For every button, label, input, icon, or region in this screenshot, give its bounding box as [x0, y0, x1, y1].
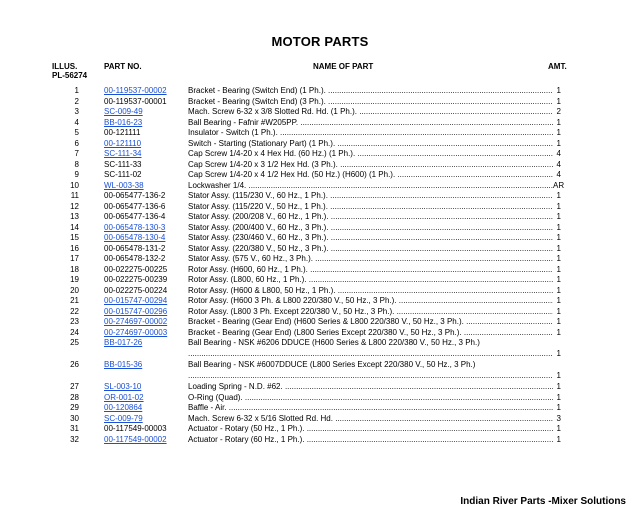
illus-number: 10 [70, 180, 79, 190]
part-amount: 3 [553, 414, 561, 425]
part-number: 00-065477-136-2 [104, 191, 166, 200]
part-amount: 1 [553, 202, 561, 213]
part-description: Stator Assy. (115/230 V., 60 Hz., 1 Ph.). ..... [188, 191, 560, 202]
table-row [0, 424, 640, 435]
table-row [0, 202, 640, 213]
dot-leader [188, 349, 560, 360]
part-number: SC-111-33 [104, 159, 142, 169]
illus-number: 8 [74, 159, 79, 169]
table-row [0, 317, 640, 328]
part-number-link[interactable]: 00-065478-130-4 [104, 233, 166, 242]
illus-number: 16 [70, 243, 79, 253]
table-row [0, 223, 640, 234]
table-row [0, 275, 640, 286]
part-description: Rotor Assy. (H600, 60 Hz., 1 Ph.). ..... [188, 265, 560, 276]
part-number: 00-065477-136-6 [104, 201, 166, 211]
pl-number-label: PL-56274 [52, 71, 88, 80]
part-amount: AR [553, 180, 565, 190]
part-description: Stator Assy. (115/220 V., 50 Hz., 1 Ph.). ..... [188, 202, 560, 213]
part-number-link[interactable]: 00-015747-00294 [104, 296, 168, 305]
table-row [0, 181, 640, 192]
part-amount: 1 [553, 349, 561, 360]
part-amount: 1 [553, 435, 561, 446]
part-amount: 1 [553, 286, 561, 297]
part-description: Switch - Starting (Stationary Part) (1 Ph.). ..... [188, 139, 560, 150]
part-description: Rotor Assy. (H600 3 Ph. & L800 220/380 V., 50 Hz., 3 Ph.). ..... [188, 296, 560, 307]
part-description: Ball Bearing - NSK #6007DDUCE (L800 Series Except 220/380 V., 50 Hz., 3 Ph.) [188, 360, 476, 369]
part-description: Lockwasher 1/4. ..... [188, 181, 560, 192]
part-number: SC-111-02 [104, 170, 142, 179]
part-amount: 1 [553, 296, 561, 307]
part-number-link[interactable]: 00-120864 [104, 403, 143, 412]
illus-number: 22 [70, 306, 79, 316]
table-row [0, 212, 640, 223]
part-amount: 1 [553, 128, 561, 139]
part-description: Ball Bearing - Fafnir #W205PP. ..... [188, 118, 560, 129]
part-description: Bracket - Bearing (Switch End) (3 Ph.). ..... [188, 97, 560, 108]
table-row [0, 393, 640, 404]
part-description: O-Ring (Quad). ..... [188, 393, 560, 404]
part-description: Rotor Assy. (L800, 60 Hz., 1 Ph.). ..... [188, 275, 560, 286]
part-amount: 1 [553, 275, 561, 286]
part-amount: 1 [553, 393, 561, 404]
part-description: Mach. Screw 6-32 x 3/8 Slotted Rd. Hd. (1 Ph.). ..... [188, 107, 560, 118]
illus-number: 7 [74, 149, 79, 158]
table-row [0, 382, 640, 393]
part-amount: 1 [553, 265, 561, 276]
part-number-link[interactable]: 00-015747-00296 [104, 306, 168, 316]
illus-number: 2 [74, 96, 79, 106]
page-title: MOTOR PARTS [271, 34, 369, 49]
footer-brand: Indian River Parts -Mixer Solutions [460, 496, 626, 507]
part-description: Ball Bearing - NSK #6206 DDUCE (H600 Series & L800 220/380 V., 50 Hz., 3 Ph.) [188, 338, 480, 347]
part-description: Stator Assy. (575 V., 60 Hz., 3 Ph.). ..... [188, 254, 560, 265]
illus-number: 23 [70, 317, 79, 326]
part-number-link[interactable]: SC-009-49 [104, 107, 143, 116]
part-number: 00-121111 [104, 128, 141, 137]
part-number-link[interactable]: 00-274697-00003 [104, 327, 168, 337]
part-amount: 1 [553, 403, 561, 414]
part-amount: 1 [553, 307, 561, 318]
illus-number: 31 [70, 424, 79, 433]
part-number: 00-022275-00239 [104, 275, 168, 284]
illus-number: 6 [74, 138, 79, 148]
table-row [0, 338, 640, 360]
table-row [0, 160, 640, 171]
illus-header-label: ILLUS. [52, 62, 78, 71]
part-number-link[interactable]: SC-111-34 [104, 149, 142, 158]
table-row [0, 233, 640, 244]
part-number: 00-119537-00001 [104, 96, 167, 106]
part-description: Cap Screw 1/4-20 x 4 Hex Hd. (60 Hz.) (1 Ph.). ..... [188, 149, 560, 160]
part-number: 00-065478-132-2 [104, 254, 166, 263]
part-amount: 2 [553, 107, 561, 118]
part-no-column-header: PART NO. [104, 62, 142, 71]
part-number-link[interactable]: WL-003-38 [104, 180, 144, 190]
table-row [0, 414, 640, 425]
illus-number: 17 [70, 254, 79, 263]
illus-number: 9 [74, 170, 79, 179]
part-number-link[interactable]: SC-009-79 [104, 413, 143, 423]
part-description: Cap Screw 1/4-20 x 3 1/2 Hex Hd. (3 Ph.). ..... [188, 160, 560, 171]
table-row [0, 139, 640, 150]
part-number-link[interactable]: SL-003-10 [104, 382, 142, 391]
table-row [0, 86, 640, 97]
table-row [0, 403, 640, 414]
part-number: 00-065477-136-4 [104, 212, 166, 221]
part-number-link[interactable]: 00-274697-00002 [104, 317, 168, 326]
part-amount: 1 [553, 118, 561, 129]
table-row [0, 307, 640, 318]
amt-column-header: AMT. [548, 62, 567, 71]
illus-number: 14 [70, 222, 79, 232]
illus-number: 12 [70, 201, 79, 211]
dot-leader [188, 371, 560, 382]
illus-number: 29 [70, 403, 79, 412]
part-description: Mach. Screw 6-32 x 5/16 Slotted Rd. Hd. ..... [188, 414, 560, 425]
illus-number: 11 [70, 191, 79, 200]
table-row [0, 244, 640, 255]
part-amount: 1 [553, 212, 561, 223]
illus-number: 13 [70, 212, 79, 221]
part-number-link[interactable]: 00-117549-00002 [104, 434, 167, 444]
table-row [0, 149, 640, 160]
part-description: Bracket - Bearing (Switch End) (1 Ph.). ..... [188, 86, 560, 97]
part-number-link[interactable]: 00-121110 [104, 138, 142, 148]
illus-number: 19 [70, 275, 79, 284]
table-row [0, 296, 640, 307]
illus-number: 5 [74, 128, 79, 137]
part-amount: 4 [553, 149, 561, 160]
part-description: Stator Assy. (200/208 V., 60 Hz., 1 Ph.). ..... [188, 212, 560, 223]
part-description: Rotor Assy. (H600 & L800, 50 Hz., 1 Ph.). ..... [188, 286, 560, 297]
part-number: 00-117549-00003 [104, 424, 167, 433]
illus-number: 21 [70, 296, 79, 305]
name-column-header: NAME OF PART [313, 62, 374, 71]
part-amount: 1 [553, 317, 561, 328]
table-row [0, 254, 640, 265]
table-row [0, 170, 640, 181]
part-amount: 1 [553, 233, 561, 244]
illus-number: 18 [70, 264, 79, 274]
parts-list [0, 86, 640, 445]
part-amount: 1 [553, 223, 561, 234]
illus-number: 30 [70, 413, 79, 423]
table-row [0, 286, 640, 297]
part-description: Stator Assy. (230/460 V., 60 Hz., 3 Ph.). ..... [188, 233, 560, 244]
illus-number: 27 [70, 382, 79, 391]
table-row [0, 107, 640, 118]
illus-number: 25 [70, 338, 79, 347]
table-row [0, 118, 640, 129]
illus-column-header [52, 62, 87, 80]
part-amount: 1 [553, 97, 561, 108]
part-description: Cap Screw 1/4-20 x 4 1/2 Hex Hd. (50 Hz.) (H600) (1 Ph.). ..... [188, 170, 560, 181]
part-description: Bracket - Bearing (Gear End) (L800 Series Except 220/380 V., 50 Hz., 3 Ph.). ..... [188, 328, 560, 339]
table-row [0, 128, 640, 139]
part-amount: 1 [553, 191, 561, 202]
part-amount: 1 [553, 328, 561, 339]
illus-number: 20 [70, 285, 79, 295]
part-number-link[interactable]: 00-119537-00002 [104, 86, 167, 95]
table-row [0, 328, 640, 339]
part-number: 00-065478-131-2 [104, 243, 166, 253]
table-row [0, 265, 640, 276]
part-description: Loading Spring - N.D. #62. ..... [188, 382, 560, 393]
part-number-link[interactable]: BB-016-23 [104, 117, 143, 127]
part-amount: 1 [553, 86, 561, 97]
part-number: 00-022275-00225 [104, 264, 168, 274]
part-description: Insulator - Switch (1 Ph.). ..... [188, 128, 560, 139]
part-amount: 1 [553, 371, 561, 382]
part-number-link[interactable]: 00-065478-130-3 [104, 222, 166, 232]
part-amount: 1 [553, 424, 561, 435]
part-number-link[interactable]: BB-015-36 [104, 360, 143, 369]
table-row [0, 435, 640, 446]
illus-number: 4 [74, 117, 79, 127]
part-description: Bracket - Bearing (Gear End) (H600 Series & L800 220/380 V., 50 Hz., 3 Ph.). ..... [188, 317, 560, 328]
part-number-link[interactable]: BB-017-26 [104, 338, 143, 347]
illus-number: 15 [70, 233, 79, 242]
part-number-link[interactable]: OR-001-02 [104, 392, 144, 402]
part-number: 00-022275-00224 [104, 285, 168, 295]
part-amount: 1 [553, 254, 561, 265]
part-amount: 4 [553, 170, 561, 181]
part-amount: 1 [553, 382, 561, 393]
part-amount: 4 [553, 160, 561, 171]
part-amount: 1 [553, 244, 561, 255]
table-row [0, 97, 640, 108]
illus-number: 1 [74, 86, 79, 95]
illus-number: 28 [70, 392, 79, 402]
part-description: Actuator - Rotary (60 Hz., 1 Ph.). ..... [188, 435, 560, 446]
part-description: Stator Assy. (200/400 V., 60 Hz., 3 Ph.). ..... [188, 223, 560, 234]
table-row [0, 360, 640, 382]
illus-number: 26 [70, 360, 79, 369]
part-amount: 1 [553, 139, 561, 150]
table-row [0, 191, 640, 202]
part-description: Rotor Assy. (L800 3 Ph. Except 220/380 V., 50 Hz., 3 Ph.). ..... [188, 307, 560, 318]
illus-number: 24 [70, 327, 79, 337]
illus-number: 32 [70, 434, 79, 444]
part-description: Actuator - Rotary (50 Hz., 1 Ph.). ..... [188, 424, 560, 435]
illus-number: 3 [74, 107, 79, 116]
part-description: Stator Assy. (220/380 V., 50 Hz., 3 Ph.). ..... [188, 244, 560, 255]
part-description: Baffle - Air. ..... [188, 403, 560, 414]
